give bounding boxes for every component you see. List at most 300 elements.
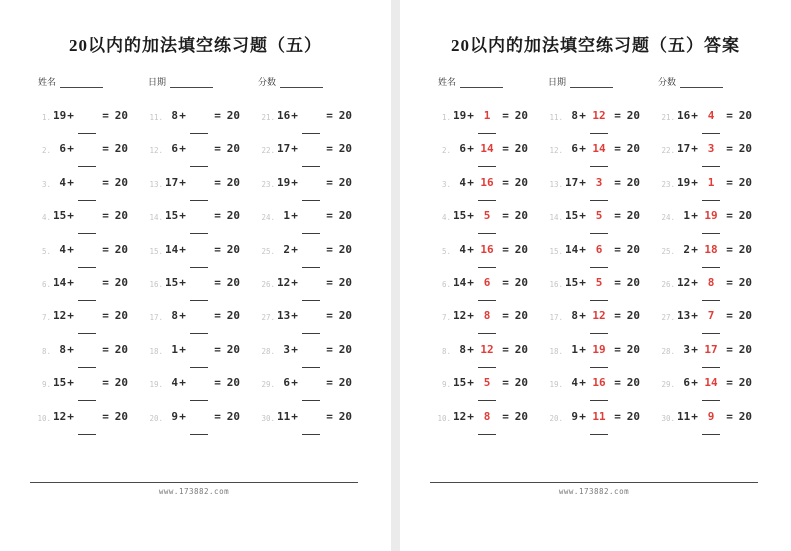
plus-sign: + xyxy=(67,376,74,390)
answer-blank xyxy=(587,209,611,223)
answer-blank xyxy=(299,343,323,357)
problem-cell xyxy=(37,139,149,172)
addend-first: 12 xyxy=(677,275,691,289)
sum-value: 20 xyxy=(626,342,640,356)
problem-number: 18. xyxy=(149,346,163,356)
equals-sign: = xyxy=(726,175,733,189)
date-field-label: 日期 xyxy=(148,77,167,87)
answer-blank xyxy=(475,410,499,424)
sum-value: 20 xyxy=(114,175,128,189)
sum-value: 20 xyxy=(338,175,352,189)
plus-sign: + xyxy=(467,275,474,289)
sum-value: 20 xyxy=(114,109,128,122)
problem-number: 29. xyxy=(261,380,275,390)
addend-first: 2 xyxy=(683,242,690,256)
sum-value: 20 xyxy=(338,342,352,356)
equals-sign: = xyxy=(614,309,621,323)
plus-sign: + xyxy=(67,342,74,356)
addend-first: 6 xyxy=(171,142,178,156)
equals-sign: = xyxy=(726,342,733,356)
answer-value: 16 xyxy=(480,242,494,256)
problem-cell xyxy=(549,373,661,406)
plus-sign: + xyxy=(579,109,586,122)
answer-blank xyxy=(699,376,723,390)
date-field-label: 日期 xyxy=(548,77,567,87)
answer-blank xyxy=(299,209,323,223)
sum-value: 20 xyxy=(114,342,128,356)
answer-blank xyxy=(75,276,99,290)
addend-first: 12 xyxy=(53,309,67,323)
addend-first: 19 xyxy=(677,175,691,189)
answer-blank xyxy=(587,410,611,424)
addend-first: 15 xyxy=(165,275,179,289)
score-field-blank-line xyxy=(280,75,323,88)
addend-first: 6 xyxy=(683,376,690,390)
problem-cell xyxy=(661,407,773,440)
problems-grid xyxy=(0,106,391,440)
plus-sign: + xyxy=(691,309,698,323)
addend-first: 8 xyxy=(59,342,66,356)
problem-number: 21. xyxy=(261,113,275,122)
score-field xyxy=(258,74,368,88)
sum-value: 20 xyxy=(626,376,640,390)
sum-value: 20 xyxy=(738,175,752,189)
sum-value: 20 xyxy=(114,142,128,156)
problem-number: 7. xyxy=(441,313,451,323)
equals-sign: = xyxy=(502,142,509,156)
addend-first: 14 xyxy=(453,275,467,289)
answer-blank xyxy=(187,410,211,424)
answer-value: 5 xyxy=(483,376,491,390)
equals-sign: = xyxy=(214,275,221,289)
problem-row xyxy=(437,240,791,273)
answer-blank xyxy=(187,176,211,190)
problem-row xyxy=(437,340,791,373)
problem-number: 12. xyxy=(149,146,163,156)
addend-first: 14 xyxy=(565,242,579,256)
answer-blank xyxy=(475,176,499,190)
answer-blank xyxy=(587,376,611,390)
problem-row xyxy=(37,139,391,172)
plus-sign: + xyxy=(291,275,298,289)
answer-blank xyxy=(587,176,611,190)
plus-sign: + xyxy=(179,142,186,156)
addend-first: 3 xyxy=(283,342,290,356)
footer-url: www.173882.com xyxy=(158,487,230,496)
sum-value: 20 xyxy=(226,242,240,256)
equals-sign: = xyxy=(614,242,621,256)
problem-number: 28. xyxy=(261,346,275,356)
plus-sign: + xyxy=(579,376,586,390)
addend-first: 19 xyxy=(277,175,291,189)
sum-value: 20 xyxy=(738,275,752,289)
answer-blank xyxy=(75,209,99,223)
equals-sign: = xyxy=(102,409,109,423)
plus-sign: + xyxy=(67,142,74,156)
addend-first: 17 xyxy=(277,142,291,156)
sum-value: 20 xyxy=(114,209,128,223)
equals-sign: = xyxy=(102,242,109,256)
equals-sign: = xyxy=(726,409,733,423)
problem-cell xyxy=(437,373,549,406)
problem-number: 14. xyxy=(149,213,163,223)
name-field-label: 姓名 xyxy=(38,77,57,87)
sum-value: 20 xyxy=(114,242,128,256)
problem-cell xyxy=(661,306,773,339)
answer-value: 6 xyxy=(595,242,603,256)
problem-cell xyxy=(149,340,261,373)
plus-sign: + xyxy=(691,209,698,223)
equals-sign: = xyxy=(502,309,509,323)
answer-blank xyxy=(75,142,99,156)
sum-value: 20 xyxy=(114,309,128,323)
problem-cell xyxy=(261,306,373,339)
addend-first: 15 xyxy=(53,376,67,390)
answer-blank xyxy=(475,243,499,257)
addend-first: 11 xyxy=(677,409,691,423)
equals-sign: = xyxy=(214,409,221,423)
problem-number: 8. xyxy=(41,346,51,356)
problem-cell xyxy=(549,106,661,139)
problem-number: 27. xyxy=(261,313,275,323)
name-field xyxy=(438,74,548,88)
addend-first: 4 xyxy=(59,175,66,189)
plus-sign: + xyxy=(291,376,298,390)
problem-cell xyxy=(437,240,549,273)
plus-sign: + xyxy=(67,175,74,189)
plus-sign: + xyxy=(691,175,698,189)
answer-blank xyxy=(299,376,323,390)
problem-cell xyxy=(437,173,549,206)
sum-value: 20 xyxy=(514,342,528,356)
addend-first: 17 xyxy=(677,142,691,156)
problem-number: 23. xyxy=(261,179,275,189)
answer-value: 14 xyxy=(592,142,606,156)
answer-blank xyxy=(699,142,723,156)
addend-first: 9 xyxy=(571,409,578,423)
addend-first: 6 xyxy=(59,142,66,156)
problem-cell xyxy=(149,407,261,440)
equals-sign: = xyxy=(214,142,221,156)
problem-number: 25. xyxy=(661,246,675,256)
problem-cell xyxy=(661,173,773,206)
problem-number: 26. xyxy=(661,279,675,289)
plus-sign: + xyxy=(467,409,474,423)
addend-first: 4 xyxy=(459,242,466,256)
problem-cell xyxy=(549,139,661,172)
answer-blank xyxy=(475,209,499,223)
problem-number: 29. xyxy=(661,380,675,390)
sum-value: 20 xyxy=(738,242,752,256)
plus-sign: + xyxy=(467,142,474,156)
answer-blank xyxy=(475,376,499,390)
answer-blank xyxy=(75,376,99,390)
problem-number: 1. xyxy=(441,113,451,122)
problem-cell xyxy=(261,407,373,440)
problem-cell xyxy=(437,139,549,172)
problem-cell xyxy=(37,240,149,273)
equals-sign: = xyxy=(326,275,333,289)
problem-number: 5. xyxy=(441,246,451,256)
answer-blank xyxy=(299,276,323,290)
addend-first: 17 xyxy=(165,175,179,189)
answer-value: 12 xyxy=(592,309,606,323)
problem-cell xyxy=(661,240,773,273)
answer-blank xyxy=(299,309,323,323)
page-divider xyxy=(391,0,400,551)
plus-sign: + xyxy=(691,242,698,256)
equals-sign: = xyxy=(502,209,509,223)
answers-page xyxy=(400,0,791,551)
equals-sign: = xyxy=(214,309,221,323)
problem-cell xyxy=(549,240,661,273)
equals-sign: = xyxy=(102,142,109,156)
problem-number: 22. xyxy=(661,146,675,156)
answer-blank xyxy=(75,109,99,123)
problem-cell xyxy=(437,407,549,440)
sum-value: 20 xyxy=(338,242,352,256)
header-fields xyxy=(400,74,791,88)
equals-sign: = xyxy=(102,309,109,323)
addend-first: 16 xyxy=(677,109,691,122)
problem-cell xyxy=(261,173,373,206)
equals-sign: = xyxy=(726,109,733,122)
problem-cell xyxy=(149,273,261,306)
problem-row xyxy=(37,340,391,373)
problem-number: 2. xyxy=(41,146,51,156)
sum-value: 20 xyxy=(626,309,640,323)
plus-sign: + xyxy=(467,109,474,122)
answer-value: 9 xyxy=(707,409,715,423)
sum-value: 20 xyxy=(338,142,352,156)
plus-sign: + xyxy=(291,209,298,223)
problem-number: 26. xyxy=(261,279,275,289)
problem-cell xyxy=(37,173,149,206)
equals-sign: = xyxy=(614,342,621,356)
equals-sign: = xyxy=(214,376,221,390)
addend-first: 8 xyxy=(571,109,578,122)
plus-sign: + xyxy=(179,309,186,323)
equals-sign: = xyxy=(726,209,733,223)
problem-cell xyxy=(37,306,149,339)
score-field xyxy=(658,74,768,88)
plus-sign: + xyxy=(579,309,586,323)
sum-value: 20 xyxy=(514,175,528,189)
problem-cell xyxy=(437,306,549,339)
problem-row xyxy=(437,173,791,206)
addend-first: 12 xyxy=(453,409,467,423)
answer-blank xyxy=(187,309,211,323)
addend-first: 11 xyxy=(277,409,291,423)
answer-blank xyxy=(187,276,211,290)
answer-blank xyxy=(299,410,323,424)
date-field xyxy=(148,74,258,88)
problem-cell xyxy=(149,240,261,273)
addend-first: 8 xyxy=(571,309,578,323)
problem-number: 15. xyxy=(549,246,563,256)
problem-number: 6. xyxy=(441,279,451,289)
addend-first: 3 xyxy=(683,342,690,356)
plus-sign: + xyxy=(579,142,586,156)
problem-number: 20. xyxy=(149,413,163,423)
addend-first: 14 xyxy=(53,275,67,289)
answer-blank xyxy=(187,142,211,156)
problem-number: 9. xyxy=(441,380,451,390)
addend-first: 12 xyxy=(277,275,291,289)
sum-value: 20 xyxy=(626,275,640,289)
problem-row xyxy=(37,306,391,339)
problem-cell xyxy=(549,407,661,440)
addend-first: 15 xyxy=(53,209,67,223)
problem-number: 30. xyxy=(261,413,275,423)
problem-row xyxy=(37,373,391,406)
answer-value: 16 xyxy=(592,376,606,390)
score-field-label: 分数 xyxy=(658,77,677,87)
sum-value: 20 xyxy=(738,309,752,323)
problem-cell xyxy=(37,206,149,239)
problem-number: 16. xyxy=(149,279,163,289)
score-field-blank-line xyxy=(680,75,723,88)
sum-value: 20 xyxy=(738,209,752,223)
answer-blank xyxy=(299,109,323,123)
sum-value: 20 xyxy=(114,376,128,390)
equals-sign: = xyxy=(502,376,509,390)
problem-row xyxy=(437,139,791,172)
problem-cell xyxy=(149,206,261,239)
answer-value: 7 xyxy=(707,309,715,323)
answer-value: 14 xyxy=(704,376,718,390)
sum-value: 20 xyxy=(626,109,640,122)
problem-number: 15. xyxy=(149,246,163,256)
answer-blank xyxy=(587,276,611,290)
answer-value: 12 xyxy=(480,342,494,356)
problem-number: 19. xyxy=(149,380,163,390)
plus-sign: + xyxy=(67,309,74,323)
equals-sign: = xyxy=(214,209,221,223)
addend-first: 13 xyxy=(677,309,691,323)
plus-sign: + xyxy=(67,242,74,256)
footer-rule xyxy=(30,482,358,483)
problem-cell xyxy=(261,373,373,406)
addend-first: 4 xyxy=(59,242,66,256)
addend-first: 14 xyxy=(165,242,179,256)
sum-value: 20 xyxy=(338,376,352,390)
equals-sign: = xyxy=(326,242,333,256)
plus-sign: + xyxy=(691,142,698,156)
problem-cell xyxy=(549,306,661,339)
equals-sign: = xyxy=(726,242,733,256)
equals-sign: = xyxy=(214,109,221,122)
answer-blank xyxy=(587,109,611,123)
plus-sign: + xyxy=(179,242,186,256)
problem-cell xyxy=(437,340,549,373)
addend-first: 6 xyxy=(459,142,466,156)
problem-number: 4. xyxy=(441,213,451,223)
answer-value: 14 xyxy=(480,142,494,156)
answer-blank xyxy=(699,410,723,424)
answer-blank xyxy=(699,343,723,357)
equals-sign: = xyxy=(502,409,509,423)
plus-sign: + xyxy=(467,175,474,189)
problem-cell xyxy=(661,373,773,406)
addend-first: 4 xyxy=(571,376,578,390)
problem-number: 22. xyxy=(261,146,275,156)
problem-row xyxy=(437,407,791,440)
sum-value: 20 xyxy=(338,275,352,289)
plus-sign: + xyxy=(691,376,698,390)
problem-cell xyxy=(661,206,773,239)
sum-value: 20 xyxy=(338,409,352,423)
problem-number: 10. xyxy=(37,413,51,423)
problem-number: 14. xyxy=(549,213,563,223)
problem-number: 16. xyxy=(549,279,563,289)
answer-blank xyxy=(699,243,723,257)
problem-number: 23. xyxy=(661,179,675,189)
addend-first: 1 xyxy=(171,342,178,356)
plus-sign: + xyxy=(291,409,298,423)
addend-first: 6 xyxy=(283,376,290,390)
sum-value: 20 xyxy=(738,409,752,423)
problem-number: 28. xyxy=(661,346,675,356)
equals-sign: = xyxy=(326,376,333,390)
plus-sign: + xyxy=(291,142,298,156)
plus-sign: + xyxy=(179,409,186,423)
problem-cell xyxy=(149,173,261,206)
problem-row xyxy=(37,273,391,306)
answer-blank xyxy=(75,410,99,424)
answer-value: 18 xyxy=(704,242,718,256)
footer-rule xyxy=(430,482,758,483)
problem-cell xyxy=(37,407,149,440)
equals-sign: = xyxy=(614,275,621,289)
plus-sign: + xyxy=(691,342,698,356)
answer-value: 4 xyxy=(707,109,715,122)
equals-sign: = xyxy=(326,175,333,189)
equals-sign: = xyxy=(102,109,109,122)
answer-value: 1 xyxy=(483,109,491,122)
plus-sign: + xyxy=(291,309,298,323)
answer-value: 8 xyxy=(483,309,491,323)
problems-grid xyxy=(400,106,791,440)
equals-sign: = xyxy=(326,109,333,122)
problem-cell xyxy=(261,240,373,273)
addend-first: 12 xyxy=(453,309,467,323)
answer-blank xyxy=(299,142,323,156)
sum-value: 20 xyxy=(226,175,240,189)
equals-sign: = xyxy=(726,309,733,323)
problem-number: 21. xyxy=(661,113,675,122)
answer-blank xyxy=(299,243,323,257)
answer-blank xyxy=(187,209,211,223)
equals-sign: = xyxy=(326,409,333,423)
addend-first: 15 xyxy=(453,376,467,390)
plus-sign: + xyxy=(179,376,186,390)
problem-number: 11. xyxy=(149,113,163,122)
problem-cell xyxy=(149,139,261,172)
addend-first: 8 xyxy=(459,342,466,356)
answer-value: 3 xyxy=(707,142,715,156)
answer-blank xyxy=(475,343,499,357)
plus-sign: + xyxy=(179,209,186,223)
problem-number: 17. xyxy=(149,313,163,323)
answer-blank xyxy=(299,176,323,190)
sum-value: 20 xyxy=(338,209,352,223)
plus-sign: + xyxy=(291,242,298,256)
problem-cell xyxy=(261,273,373,306)
addend-first: 9 xyxy=(171,409,178,423)
problem-cell xyxy=(549,340,661,373)
problem-number: 2. xyxy=(441,146,451,156)
